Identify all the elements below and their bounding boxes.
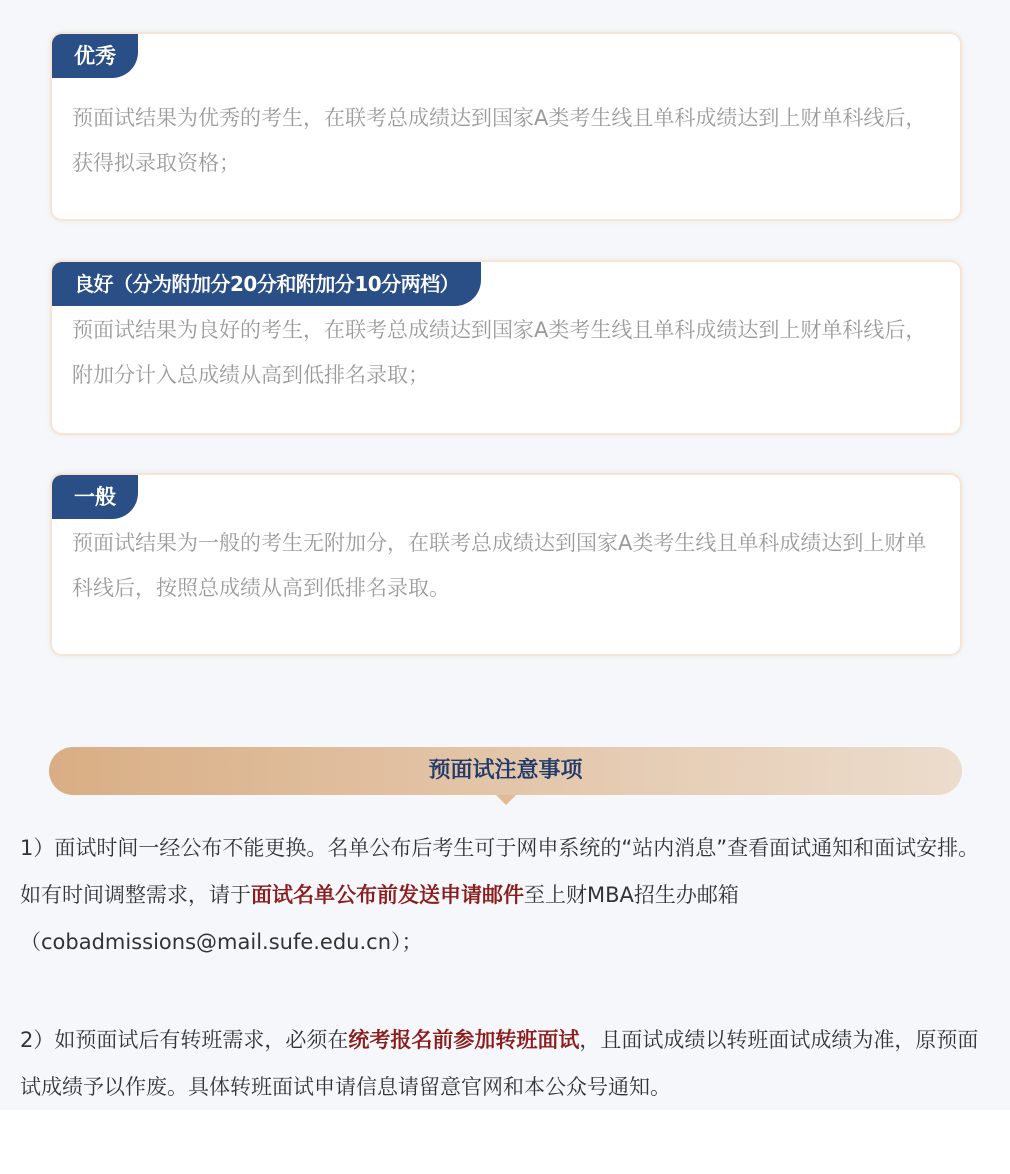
note-2-text-after: ，且面试成绩以转班面试成绩为准，原预面试成绩予以作废。具体转班面试申请信息请留意官网和本公众号通知。 [20,1028,979,1099]
card-text-excellent: 预面试结果为优秀的考生，在联考总成绩达到国家A类考生线且单科成绩达到上财单科线后，获得拟录取资格； [72,106,927,175]
section-pointer-arrow [496,795,516,805]
card-tag-excellent: 优秀 [52,34,138,78]
card-text-average: 预面试结果为一般的考生无附加分，在联考总成绩达到国家A类考生线且单科成绩达到上财单科线后，按照总成绩从高到低排名录取。 [72,531,927,600]
note-paragraph-1 [20,825,992,966]
result-card-excellent [50,32,962,221]
note-1-highlight: 面试名单公布前发送申请邮件 [251,883,524,907]
note-paragraph-2 [20,1017,992,1111]
card-tag-average: 一般 [52,475,138,519]
result-card-average [50,473,962,656]
note-2-text-before: 2）如预面试后有转班需求，必须在 [20,1028,349,1052]
card-tag-good: 良好（分为附加分20分和附加分10分两档） [52,262,481,306]
card-text-good: 预面试结果为良好的考生，在联考总成绩达到国家A类考生线且单科成绩达到上财单科线后，附加分计入总成绩从高到低排名录取； [72,318,927,387]
result-card-good [50,260,962,435]
note-1-text-before: 1）面试时间一经公布不能更换。名单公布后考生可于网申系统的“站内消息”查看面试通知和面试安排。如有时间调整需求，请于 [20,836,980,907]
note-2-highlight: 统考报名前参加转班面试 [348,1028,580,1052]
section-title-notes: 预面试注意事项 [49,747,962,795]
note-1-text-after: 至上财MBA招生办邮箱（cobadmissions@mail.sufe.edu.cn）； [20,883,739,954]
